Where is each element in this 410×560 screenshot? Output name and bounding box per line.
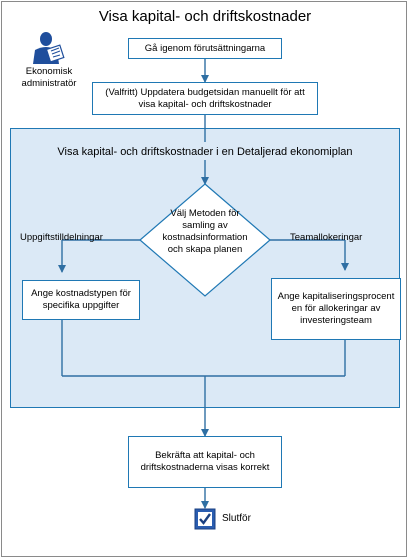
step-update-budget-page: (Valfritt) Uppdatera budgetsidan manuellt för att visa kapital- och driftskostnader [92, 82, 318, 115]
finish-label: Slutför [222, 513, 251, 524]
decision-text: Välj Metoden för samling av kostnadsinformation och skapa planen [162, 208, 248, 255]
checkbox-checked-icon [194, 508, 216, 530]
left-branch-label: Uppgiftstilldelningar [20, 232, 103, 243]
step-set-capitalization-percent: Ange kapitaliseringsprocent en för allokeringar av investeringsteam [271, 278, 401, 340]
step-confirm-costs: Bekräfta att kapital- och driftskostnaderna visas korrekt [128, 436, 282, 488]
step-review-prerequisites: Gå igenom förutsättningarna [128, 38, 282, 59]
role-label: Ekonomisk administratör [21, 66, 77, 89]
diagram-title: Visa kapital- och driftskostnader [98, 8, 312, 25]
step-set-cost-type: Ange kostnadstypen för specifika uppgifter [22, 280, 140, 320]
section-title: Visa kapital- och driftskostnader i en Detaljerad ekonomiplan [57, 146, 353, 158]
right-branch-label: Teamallokeringar [290, 232, 363, 243]
